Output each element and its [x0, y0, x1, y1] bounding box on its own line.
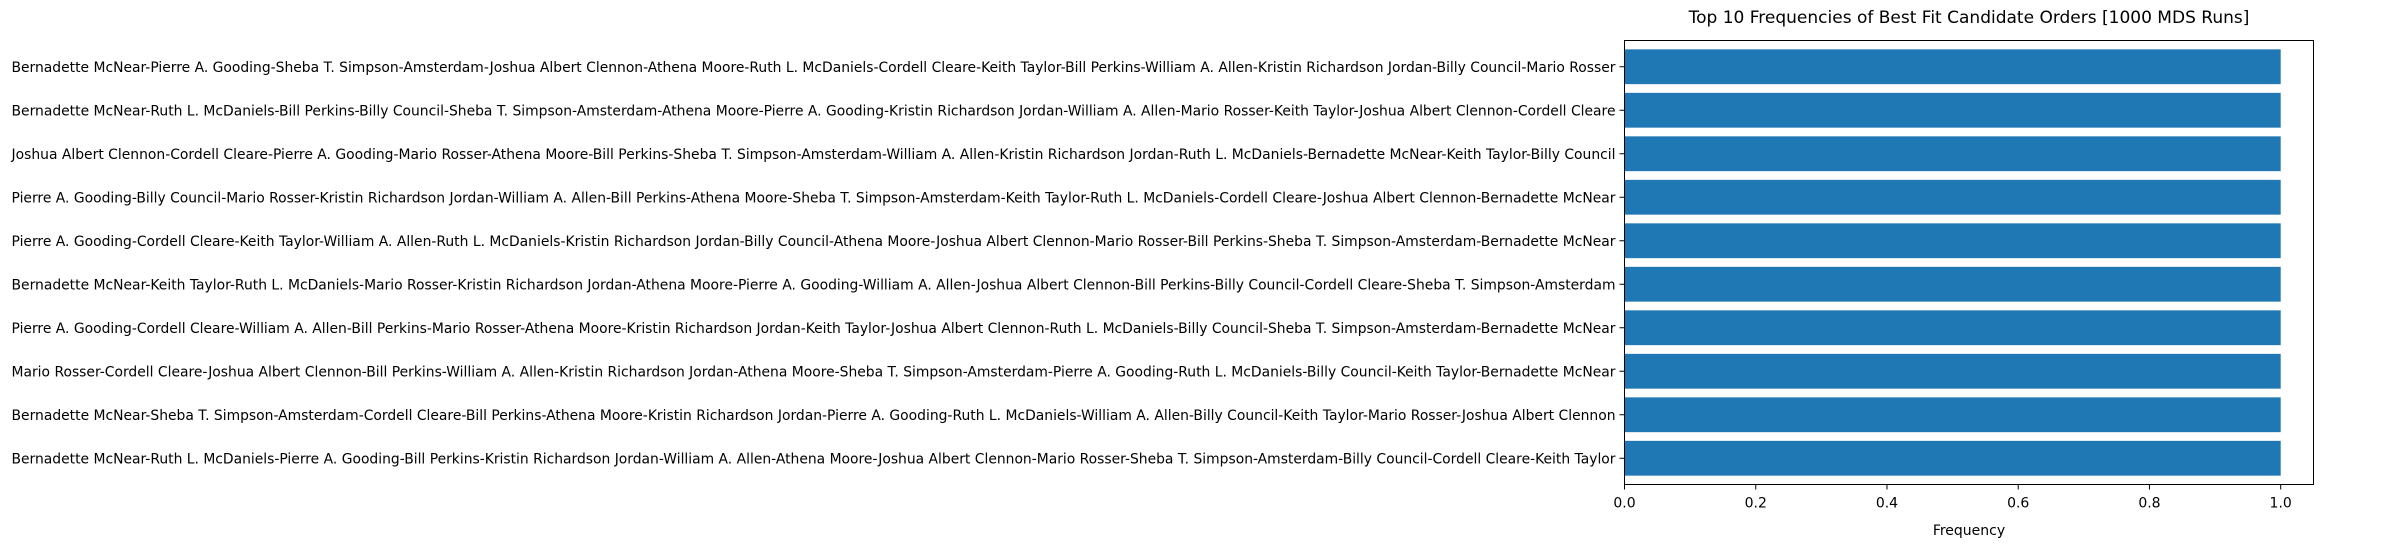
x-tick-label-4: 0.8 [2138, 495, 2161, 512]
x-tick-label-3: 0.6 [2007, 495, 2030, 512]
x-tick-label-0: 0.0 [1613, 495, 1636, 512]
y-tick-label-4: Pierre A. Gooding-Billy Council-Mario Rosser-Kristin Richardson Jordan-William A. Allen-Bill Perkins-Athena Moore-Sheba T. Simpson-Amsterdam-Keith Taylor-Ruth L. McDaniels-Cordell Cleare-Joshua Albert Clennon-Bernadette McNear [11, 190, 1616, 207]
bar-4 [1625, 180, 2281, 215]
x-tick-label-2: 0.4 [1875, 495, 1899, 512]
x-tick-labels [1613, 485, 2291, 512]
bar-7 [1625, 310, 2281, 345]
bar-10 [1625, 441, 2281, 476]
y-tick-label-10: Bernadette McNear-Ruth L. McDaniels-Pierre A. Gooding-Bill Perkins-Kristin Richardson Jordan-William A. Allen-Athena Moore-Joshua Albert Clennon-Mario Rosser-Sheba T. Simpson-Amsterdam-Billy Council-Cordell Cleare-Keith Taylor [11, 451, 1616, 468]
x-tick-label-1: 0.2 [1744, 495, 1767, 512]
x-axis-label: Frequency [1932, 523, 2006, 539]
y-tick-label-8: Mario Rosser-Cordell Cleare-Joshua Albert Clennon-Bill Perkins-William A. Allen-Kristin Richardson Jordan-Athena Moore-Sheba T. Simpson-Amsterdam-Pierre A. Gooding-Ruth L. McDaniels-Billy Council-Keith Taylor-Bernadette McNear [11, 364, 1616, 381]
y-tick-label-9: Bernadette McNear-Sheba T. Simpson-Amsterdam-Cordell Cleare-Bill Perkins-Athena Moore-Kristin Richardson Jordan-Pierre A. Gooding-Ruth L. McDaniels-William A. Allen-Billy Council-Keith Taylor-Mario Rosser-Joshua Albert Clennon [11, 407, 1616, 424]
bar-5 [1625, 223, 2281, 258]
bar-8 [1625, 354, 2281, 389]
y-tick-label-1: Bernadette McNear-Pierre A. Gooding-Sheba T. Simpson-Amsterdam-Joshua Albert Clennon-Athena Moore-Ruth L. McDaniels-Cordell Cleare-Keith Taylor-Bill Perkins-William A. Allen-Kristin Richardson Jordan-Billy Council-Mario Rosser [11, 59, 1616, 76]
bar-9 [1625, 397, 2281, 432]
y-tick-labels [11, 60, 1625, 468]
y-tick-label-6: Bernadette McNear-Keith Taylor-Ruth L. McDaniels-Mario Rosser-Kristin Richardson Jordan-Athena Moore-Pierre A. Gooding-William A. Allen-Joshua Albert Clennon-Bill Perkins-Billy Council-Cordell Cleare-Sheba T. Simpson-Amsterdam [11, 277, 1616, 294]
y-tick-label-3: Joshua Albert Clennon-Cordell Cleare-Pierre A. Gooding-Mario Rosser-Athena Moore-Bill Perkins-Sheba T. Simpson-Amsterdam-William A. Allen-Kristin Richardson Jordan-Ruth L. McDaniels-Bernadette McNear-Keith Taylor-Billy Council [10, 146, 1616, 163]
bars-layer [1625, 49, 2281, 475]
x-tick-label-5: 1.0 [2269, 495, 2292, 512]
chart-title: Top 10 Frequencies of Best Fit Candidate Orders [1000 MDS Runs] [1688, 8, 2250, 28]
y-tick-label-5: Pierre A. Gooding-Cordell Cleare-Keith Taylor-William A. Allen-Ruth L. McDaniels-Kristin Richardson Jordan-Billy Council-Athena Moore-Joshua Albert Clennon-Mario Rosser-Bill Perkins-Sheba T. Simpson-Amsterdam-Bernadette McNear [11, 233, 1616, 250]
bar-2 [1625, 93, 2281, 128]
y-tick-label-2: Bernadette McNear-Ruth L. McDaniels-Bill Perkins-Billy Council-Sheba T. Simpson-Amsterdam-Athena Moore-Pierre A. Gooding-Kristin Richardson Jordan-William A. Allen-Mario Rosser-Keith Taylor-Joshua Albert Clennon-Cordell Cleare [11, 103, 1616, 120]
y-tick-label-7: Pierre A. Gooding-Cordell Cleare-William A. Allen-Bill Perkins-Mario Rosser-Athena Moore-Kristin Richardson Jordan-Keith Taylor-Joshua Albert Clennon-Ruth L. McDaniels-Billy Council-Sheba T. Simpson-Amsterdam-Bernadette McNear [11, 320, 1616, 337]
bar-3 [1625, 136, 2281, 171]
bar-1 [1625, 49, 2281, 84]
bar-6 [1625, 267, 2281, 302]
